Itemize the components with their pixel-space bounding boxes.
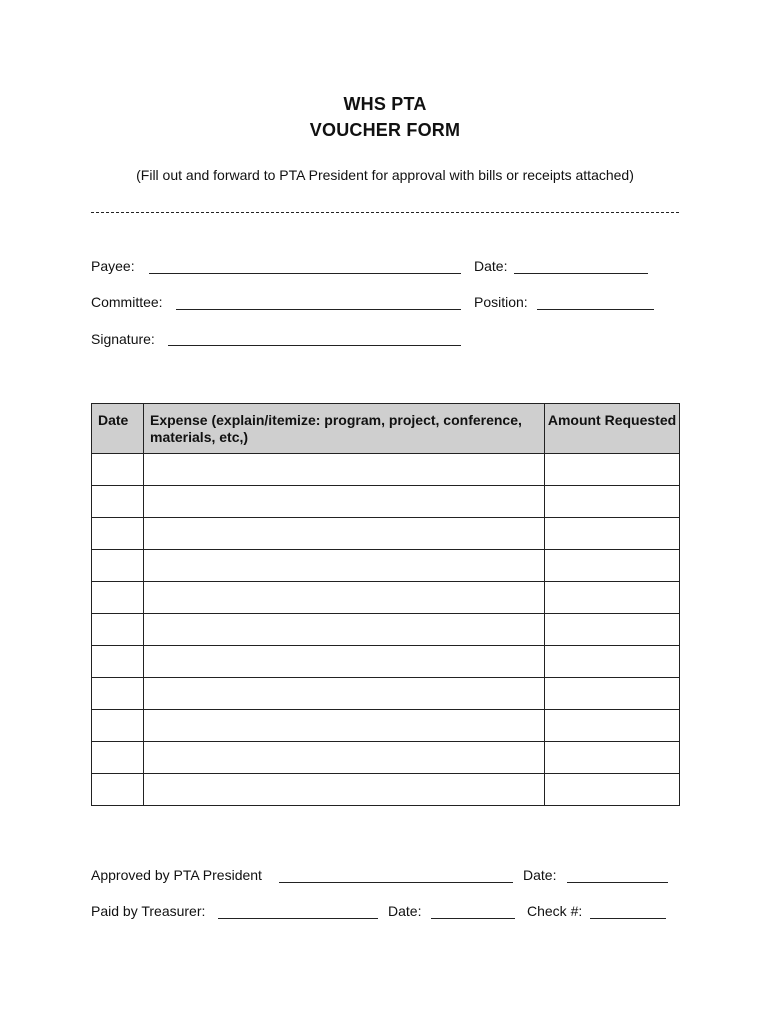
amount-cell[interactable]	[545, 454, 680, 486]
approved-date-field[interactable]	[567, 882, 668, 883]
amount-cell[interactable]	[545, 646, 680, 678]
paid-date-field[interactable]	[431, 918, 515, 919]
approved-by-label: Approved by PTA President	[91, 867, 262, 883]
approved-by-field[interactable]	[279, 882, 513, 883]
table-row	[92, 454, 680, 486]
amount-cell[interactable]	[545, 614, 680, 646]
table-row	[92, 518, 680, 550]
date-cell[interactable]	[92, 710, 144, 742]
expense-cell[interactable]	[144, 486, 545, 518]
expense-cell[interactable]	[144, 646, 545, 678]
paid-by-label: Paid by Treasurer:	[91, 903, 206, 919]
date-cell[interactable]	[92, 454, 144, 486]
table-row	[92, 646, 680, 678]
expense-cell[interactable]	[144, 518, 545, 550]
check-number-label: Check #:	[527, 903, 583, 919]
table-row	[92, 582, 680, 614]
amount-cell[interactable]	[545, 710, 680, 742]
amount-cell[interactable]	[545, 774, 680, 806]
expense-table-body	[92, 454, 680, 806]
paid-by-field[interactable]	[218, 918, 378, 919]
amount-cell[interactable]	[545, 518, 680, 550]
table-row	[92, 742, 680, 774]
expense-cell[interactable]	[144, 582, 545, 614]
amount-cell[interactable]	[545, 486, 680, 518]
expense-cell[interactable]	[144, 614, 545, 646]
date-cell[interactable]	[92, 550, 144, 582]
table-header-row	[92, 404, 680, 454]
position-field[interactable]	[537, 309, 654, 310]
table-row	[92, 486, 680, 518]
payee-field[interactable]	[149, 273, 461, 274]
table-row	[92, 550, 680, 582]
signature-label: Signature:	[91, 331, 155, 347]
amount-column-header: Amount Requested	[545, 404, 680, 454]
expense-cell[interactable]	[144, 710, 545, 742]
table-row	[92, 614, 680, 646]
amount-cell[interactable]	[545, 582, 680, 614]
date-cell[interactable]	[92, 486, 144, 518]
date-cell[interactable]	[92, 774, 144, 806]
date-cell[interactable]	[92, 646, 144, 678]
date-field[interactable]	[514, 273, 648, 274]
expense-table	[91, 403, 680, 806]
form-title-line-2: VOUCHER FORM	[309, 120, 461, 140]
date-label: Date:	[474, 258, 508, 274]
table-row	[92, 774, 680, 806]
check-number-field[interactable]	[590, 918, 666, 919]
table-row	[92, 710, 680, 742]
committee-label: Committee:	[91, 294, 163, 310]
amount-cell[interactable]	[545, 742, 680, 774]
form-instruction: (Fill out and forward to PTA President for approval with bills or receipts attached)	[136, 167, 634, 183]
dashed-separator	[91, 212, 679, 213]
amount-cell[interactable]	[545, 550, 680, 582]
position-label: Position:	[474, 294, 528, 310]
expense-cell[interactable]	[144, 742, 545, 774]
expense-cell[interactable]	[144, 454, 545, 486]
date-cell[interactable]	[92, 582, 144, 614]
committee-field[interactable]	[176, 309, 461, 310]
date-cell[interactable]	[92, 742, 144, 774]
payee-label: Payee:	[91, 258, 135, 274]
expense-column-header: Expense (explain/itemize: program, project, conference, materials, etc,)	[144, 404, 545, 454]
date-cell[interactable]	[92, 678, 144, 710]
approved-date-label: Date:	[523, 867, 557, 883]
signature-field[interactable]	[168, 345, 461, 346]
form-title-line-1: WHS PTA	[343, 94, 427, 114]
amount-cell[interactable]	[545, 678, 680, 710]
date-cell[interactable]	[92, 614, 144, 646]
date-cell[interactable]	[92, 518, 144, 550]
paid-date-label: Date:	[388, 903, 422, 919]
date-column-header: Date	[92, 404, 144, 454]
expense-cell[interactable]	[144, 678, 545, 710]
table-row	[92, 678, 680, 710]
expense-cell[interactable]	[144, 550, 545, 582]
expense-cell[interactable]	[144, 774, 545, 806]
